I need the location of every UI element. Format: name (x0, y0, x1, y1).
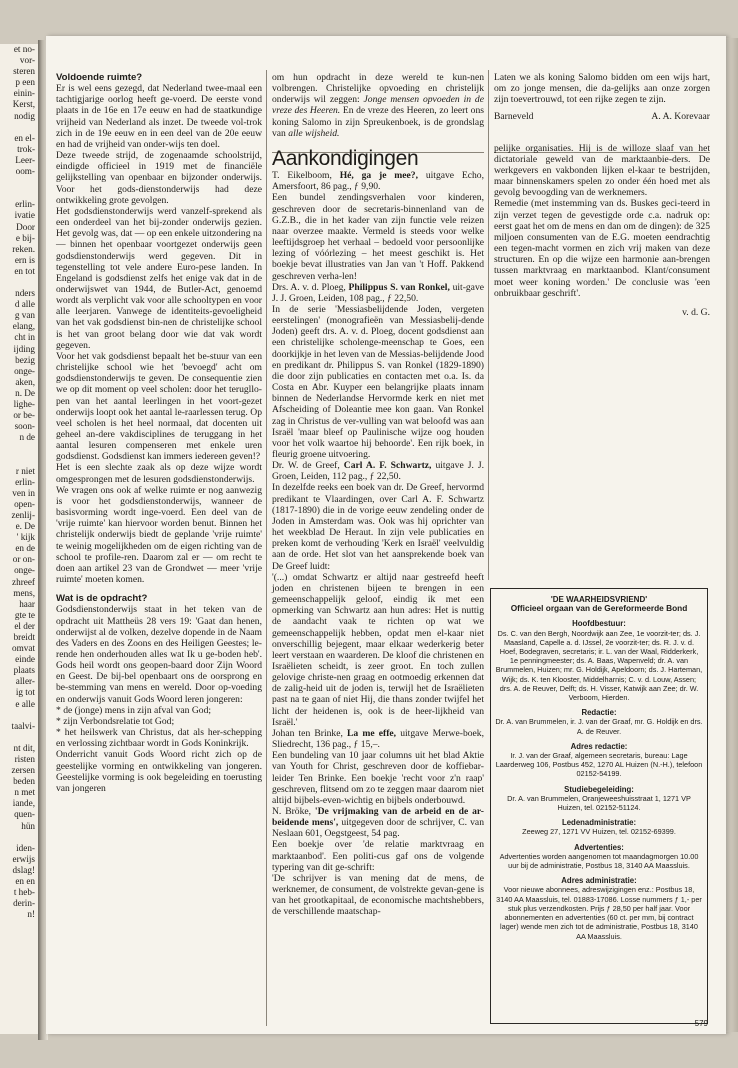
announcement-text: In dezelfde reeks een boek van dr. De Greef, hervormd predikant te Vlaardingen, over Carl A. F. Schwartz (1817-1890) die in de vorige eeuw zendeling onder de Joden in Amsterdam was. Ook was hij oprichter van het weekblad De Heraut. In zijn vele publicaties en preken komt de verhouding 'Kerk en Israël' veelvuldig aan de orde. Het slot van het aansprekende boek van De Greef luidt: (272, 482, 484, 572)
colophon-section-text: Zeeweg 27, 1271 VV Huizen, tel. 02152-69399. (522, 827, 676, 837)
left-fragment-line (0, 188, 38, 199)
left-page-fragment (0, 44, 38, 1034)
left-fragment-line: nders (15, 288, 35, 299)
left-fragment-line: erlin- (15, 476, 35, 487)
left-fragment-line: gte te (14, 609, 35, 620)
left-fragment-line: Kerst, (12, 99, 35, 110)
left-fragment-line: ivatie (14, 210, 35, 221)
colophon-section-heading: Ledenadministratie: (561, 818, 637, 828)
left-fragment-line: Door (16, 221, 35, 232)
left-fragment-line: ' kijk (16, 532, 35, 543)
left-fragment-line: plaats (13, 665, 35, 676)
colophon-section-heading: Adres redactie: (570, 741, 628, 751)
column-divider-2 (488, 70, 489, 580)
author: T. Eikelboom, (272, 170, 332, 182)
left-fragment-line: n met (14, 787, 35, 798)
left-fragment-line: lighe- (13, 399, 35, 409)
left-fragment-line: Leer- (15, 154, 35, 165)
announcement-2 (272, 282, 484, 304)
left-fragment-line (0, 832, 38, 843)
announcement-4 (272, 728, 484, 750)
announcement-text: Een boekje over 'de relatie marktvraag en marktaanbod'. Een politi-cus gaf ons de volgende typering van dit ge-schrift: (272, 839, 484, 873)
publication-info: uitgegeven door de schrijver, C. van Neslaan 601, Oegstgeest, 54 pag. (272, 817, 484, 840)
heading-aankondigingen: Aankondigingen (272, 146, 419, 170)
paragraph: Godsdienstonderwijs staat in het teken van de opdracht uit Mattheüs 28 vers 19: 'Gaat dan henen, onderwijst al de volken, dezelve dopende in de Naam des Vaders en des Zoons en des Heiligen Geestes; le-rende hen onderhouden alles wat Ik u ge-boden heb'. Gods heil wordt ons geopen-baard door Zijn Woord en Geest. De bij-bel openbaart ons de oorsprong en be-stemming van mens en wereld. Door op-voeding en onderwijs vanuit Gods Woord leren jongeren: (56, 604, 262, 705)
left-fragment-line: or on- (12, 554, 35, 565)
left-fragment-line: en el- (14, 132, 35, 143)
left-fragment-line: ern is (14, 254, 35, 265)
left-fragment-line: r niet (15, 465, 35, 476)
left-fragment-line: onge- (14, 565, 35, 576)
left-fragment-line: einin- (13, 88, 35, 99)
paragraph: Voor het vak godsdienst bepaalt het be-stuur van een christelijke school wie het 'bevoegd' acht om godsdienstonderwijs te geven. De consequentie zien we op dit moment op veel scholen: door het terugllo-pen van het aantal leerlingen in het voort-gezet onderwijs loopt ook het aantal le-raarlessen terug. Op veel scholen is het heel normaal, dat docenten uit geheel an-dere vakdisciplines de teruggang in het aantal lesuren compenseren met enkele uren godsdienst. Godsdienst kan immers iedereen geven!? (56, 350, 262, 463)
announcement-5 (272, 806, 484, 839)
left-fragment-line: mens, (13, 587, 35, 598)
left-fragment-line: erlin- (15, 199, 35, 210)
left-fragment-line: steren (13, 66, 35, 77)
column-1 (56, 72, 262, 794)
bullet-item: * de (jonge) mens in zijn afval van God; (56, 704, 212, 716)
publication-info: uitgave Merwe-boek, Sliedrecht, 136 pag., ƒ 15,–. (272, 727, 484, 751)
left-fragment-line: et no- (13, 44, 35, 54)
colophon-box (490, 588, 708, 1024)
signature-place: Barneveld (494, 111, 534, 123)
left-fragment-line: trok- (17, 143, 35, 154)
left-fragment-line: beden (13, 776, 35, 787)
announcement-3 (272, 460, 484, 482)
colophon-section-text: Ds. C. van den Bergh, Noordwijk aan Zee, 1e voorzit-ter; ds. J. Maasland, Capelle a. d. IJssel, 2e voorzit-ter; ds. R. J. v. d. Hoef, Bodegraven, secretaris; ir. L. van der Waal, Ridderkerk, 1e penningmeester; ds. A. Baas, Wapenveld; dr. A. van Brummelen, Huizen; mr. G. Holdijk, Apeldoorn; ds. J. Harteman, Wijk; ds. K. ten Klooster, Middelharnis; C. v. d. Louw, Assen; drs. A. de Reuver, Delft; ds. H. Visser, Katwijk aan Zee; dr. W. Verboom, Hierden. (495, 628, 703, 703)
italic-run: Jonge mensen opvoeden in de vreze des Heeren. (272, 94, 484, 117)
column-divider-1 (266, 70, 267, 1026)
left-fragment-line: hün (21, 820, 35, 831)
column-2 (272, 72, 484, 918)
left-fragment-line: en tot (14, 265, 35, 276)
left-fragment-line: einde (15, 654, 35, 665)
author: Drs. A. v. d. Ploeg, (272, 281, 346, 293)
left-fragment-line: iande, (12, 798, 35, 809)
bullet-item: * zijn Verbondsrelatie tot God; (56, 715, 175, 727)
paragraph: Deze tweede strijd, de zogenaamde schoolstrijd, eindigde officieel in 1919 met de financiële gelijkstelling van openbaar en bijzonder onderwijs. Voor het gods-dienstonderwijs had deze ontwikkeling grote gevolgen. (56, 150, 262, 206)
left-fragment-line: open- (14, 498, 35, 509)
column-3 (494, 72, 710, 318)
left-fragment-line (0, 277, 38, 288)
section-heading-voldoende-ruimte: Voldoende ruimte? (56, 72, 143, 83)
colophon-section-heading: Hoofdbestuur: (572, 619, 626, 629)
paragraph: Het godsdienstonderwijs werd vanzelf-sprekend als een onderdeel van het bij-zonder onderwijs gezien. Het gevolg was, dat — op een enkele uitzondering na — binnen het openbaar voortgezet onderwijs geen godsdienstonderwijs werd gegeven. Dit in tegenstelling tot vele andere Euro-pese landen. In Engeland is godsdienst zelfs het enige vak dat in de onderwijswet van 1944, de Butler-Act, genoemd wordt als verplicht vak voor alle schooltypen en voor alle leerjaren. Vanwege de identiteits-gevoeligheid van het vak godsdienst bin-nen de christelijke school is het van groot belang door wie dat vak wordt gegeven. (56, 205, 262, 351)
colophon-subtitle: Officieel orgaan van de Gereformeerde Bond (510, 603, 688, 614)
announcement-text: 'De schrijver is van mening dat de mens, de werknemer, de consument, de volstrekte gevan-gene is van het grootkapitaal, de economische machtshebbers, de verschillende maatschap- (272, 872, 484, 918)
left-fragment-line: aken, (15, 376, 35, 387)
paragraph: Laten we als koning Salomo bidden om een wijs hart, om zo jonge mensen, die da-gelijks aan onze zorgen zijn toevertrouwd, tot een rijke zegen te zijn. (494, 72, 710, 106)
left-fragment-line: taalvi- (11, 720, 35, 731)
left-fragment-line: d alle (14, 299, 35, 310)
left-fragment-line: breidt (13, 631, 35, 642)
left-fragment-line: risten (14, 754, 35, 764)
left-fragment-line (0, 443, 38, 454)
signature-initials: v. d. G. (682, 306, 710, 318)
signature-name: A. A. Korevaar (651, 111, 710, 123)
book-title: Carl A. F. Schwartz, (343, 460, 432, 472)
signature-line (494, 111, 710, 122)
left-fragment-line: n! (27, 909, 35, 920)
colophon-section-text: Dr. A. van Brummelen, Oranjeweeshuisstraat 1, 1271 VP Huizen, tel. 02152-51124. (507, 793, 691, 813)
colophon-section-text: Voor nieuwe abonnees, adreswijzigingen enz.: Postbus 18, 3140 AA Maassluis, tel. 01883-17086. Losse nummers ƒ 1,- per stuk plus verzendkosten. Prijs ƒ 28,50 per half jaar. Voor abonnementen en advertenties (60 ct. per mm, bij contract lager) wende men zich tot de administratie, Postbus 18, 3140 AA Maassluis. (496, 885, 702, 941)
announcement-quote: '(...) omdat Schwartz er altijd naar gestreefd heeft joden en christenen bijeen te brengen in een gemeenschappelijk geloof, eindig ik met een opmerking van Schwartz aan hun adres: Het is nuttig de aandacht vaak te richten op wat we gemeenschappelijk hebben, opdat men el-kaar niet onverschillig bejegent, maar elkaar wederkerig beter leert verstaan en waarderen. De kloof die christenen en Israëlieten scheidt, is zeer groot. En toch zullen gelovige christe-nen graag en ootmoedig erkennen dat de zalig-heid uit de joden is, terwijl het de Israëlieten past na te gaan of niet Hij, die thans zonder twijfel het licht der heidenen is, ook is de heer-lijkheid van Israël.' (272, 571, 484, 728)
left-fragment-line: iden- (16, 842, 35, 853)
colophon-section-heading: Studiebegeleiding: (564, 784, 634, 794)
left-fragment-line: cht in (14, 332, 35, 343)
left-fragment-line: haar (19, 598, 35, 609)
left-fragment-line: nodig (14, 110, 35, 121)
left-fragment-line: erwijs (12, 853, 35, 864)
colophon-section-text: Ir. J. van der Graaf, algemeen secretaris, bureau: Lage Laarderweg 106, Postbus 452, 1270 AL Huizen (N.-H.), telefoon 02152-54199. (495, 751, 703, 779)
italic-run: alle wijsheid. (288, 127, 340, 139)
publication-info: uit-gave J. J. Groen, Leiden, 108 pag., ƒ 22,50. (272, 281, 484, 304)
announcement-text: Een bundel zendingsverhalen voor kinderen, geschreven door de secretaris-binnenland van de G.Z.B., die in het kader van zijn functie vele reizen naar overzee maakte. Vermeld is steeds voor welke leeftijdsgroep het verhaal – bedoeld voor persoonlijke lezing of vóórlezing – het meest geschikt is. Het boekje bevat illustraties van Jan van 't Hoff. Pakkend geschreven verha-len! (272, 192, 484, 282)
publication-info: uitgave J. J. Groen, Leiden, 112 pag., ƒ 22,50. (272, 460, 485, 483)
left-fragment-line: or be- (13, 410, 35, 421)
left-fragment-line: aller- (15, 676, 35, 687)
author: N. Bröke, (272, 806, 312, 817)
paragraph: Het is een slechte zaak als op deze wijze wordt omgesprongen met de lesuren godsdienstonderwijs. (56, 462, 262, 485)
left-fragment-line: oom- (15, 166, 35, 177)
left-fragment-line: en en (15, 876, 35, 887)
left-fragment-line (0, 454, 38, 465)
left-fragment-line: reken. (12, 243, 35, 254)
text-run: En de vreze des Heeren, zo leert ons koning Salomo in zijn Spreukenboek, is de grondslag van (272, 105, 484, 139)
left-fragment-line: el der (14, 620, 35, 631)
text-run: om hun opdracht in deze wereld te kun-nen volbrengen. Christelijke opvoeding en christelijk onderwijs wil zeggen: (272, 72, 484, 106)
left-fragment-line: derin- (13, 898, 35, 909)
left-fragment-line: ijding (13, 343, 35, 354)
left-fragment-line: vor- (19, 55, 35, 66)
colophon-title: 'DE WAARHEIDSVRIEND' (550, 595, 648, 604)
page (46, 36, 726, 1034)
book-title: Philippus S. van Ronkel, (348, 281, 450, 293)
book-title: 'De vrijmaking van de arbeid en de ar-beidende mens', (272, 806, 484, 829)
colophon-section-heading: Advertenties: (574, 842, 624, 852)
left-fragment-line (0, 732, 38, 743)
paragraph: We vragen ons ook af welke ruimte er nog aanwezig is voor het godsdienstonderwijs, wanneer de basisvorming wordt inge-voerd. Een deel van de 'vrije ruimte' kan hiervoor worden benut. Binnen het christelijk onderwijs biedt de geplande 'vrije ruimte' te weinig mogelijkheden om de eigen richting van de school te profile-ren. Daarom zal er — om recht te doen aan artikel 23 van de Grondwet — meer 'vrije ruimte' moeten komen. (56, 484, 262, 586)
page-number: 579 (694, 1019, 708, 1028)
left-fragment-line: e. De (15, 521, 35, 532)
publication-info: uitgave Echo, Amersfoort, 86 pag., ƒ 9,90. (272, 170, 484, 193)
paragraph: Remedie (met instemming van ds. Buskes geci-teerd in zijn verzet tegen de gevestigde orde c.a. nadruk op: eerst gaat het om de mens en dan om de dingen): de 325 miljoen consumenten van de E.G. moeten eendrachtig een tegen-macht vormen en zich vrij maken van deze structuren. En op die wijze een harmonie aan-brengen tussen marktvraag en marktaanbod. Klant/consument moet weer koning worden.' De conclusie was 'een onbruikbaar geschrift'. (494, 198, 710, 299)
left-fragment-line: ig tot (15, 687, 35, 698)
left-fragment-line: soon- (14, 421, 35, 432)
book-title: Hé, ga je mee?, (339, 170, 418, 182)
paragraph: pelijke organisaties. Hij is de willoze slaaf van het dictatoriale geweld van de marktaanbie-ders. De werkgevers en vakbonden lijken el-kaar te bestrijden, maar binnenskamers spelen zo onder één hoed met als gevolg bevoogding van de werknemers. (494, 142, 710, 199)
left-fragment-line: zenlij- (11, 509, 35, 520)
colophon-section-heading: Adres administratie: (561, 876, 637, 886)
colophon-section-text: Dr. A. van Brummelen, ir. J. van der Graaf, mr. G. Holdijk en drs. A. de Reuver. (495, 717, 703, 736)
left-fragment-line: p een (15, 77, 35, 88)
left-fragment-line: n de (19, 432, 35, 443)
announcement-1 (272, 170, 484, 192)
author: Dr. W. de Greef, (272, 460, 340, 472)
left-fragment-line (0, 122, 38, 133)
left-fragment-line: zersen (11, 765, 35, 776)
left-fragment-line (0, 177, 38, 188)
paragraph: Onderricht vanuit Gods Woord richt zich op de geestelijke vorming en ontwikkeling van jongeren. Geestelijke vorming is ook begeleiding en toerusting van jongeren (56, 749, 262, 794)
left-fragment-line: n. De (15, 387, 35, 398)
colophon-section-text: Advertenties worden aangenomen tot maandagmorgen 10.00 uur bij de administratie, Postbus 18, 3140 AA Maassluis. (499, 851, 699, 871)
announcement-text: In de serie 'Messiasbelijdende Joden, vergeten eerstelingen' (monografieën van Messiasbelij-dende Joden) geeft drs. A. v. d. Ploeg, docent godsdienst aan een christelijke scholenge-meenschap te Goes, een doorkijkje in het leven van de Messias-belijdende Jood en predikant dr. Philippus S. van Ronkel (1829-1890) die door zijn publicaties en contacten met o.a. Is. da Costa en Abr. Kuyper een belangrijke plaats innam binnen de Nederlandse Hervormde kerk en niet met Afscheiding of Doleantie mee kon gaan. Van Ronkel zag in Christus de ver-vulling van wat beloofd was aan Israël 'maar bleef op Paulinische wijze oog houden voor het volk waartoe hij behoorde'. Een rijk boek, in fleurig groene uitvoering. (272, 303, 484, 460)
left-fragment-line: quen- (14, 809, 35, 820)
book-title: La me effe, (347, 727, 397, 739)
left-fragment-line: elang, (12, 321, 35, 332)
page-edge (726, 38, 738, 1032)
left-fragment-line: g van (14, 310, 35, 321)
left-fragment-line: zhreef (12, 576, 35, 587)
left-fragment-line: e alle (15, 698, 35, 709)
left-fragment-line: t heb- (13, 887, 35, 898)
left-fragment-line (0, 710, 38, 721)
section-heading-opdracht: Wat is de opdracht? (56, 593, 148, 605)
left-fragment-line: dslag! (12, 864, 35, 875)
left-fragment-line: ven in (12, 487, 35, 498)
paragraph (272, 72, 484, 139)
announcement-text: Een bundeling van 10 jaar columns uit het blad Aktie van Youth for Christ, geschreven door de koffiebar-leider Ten Brinke. Een boekje 'recht voor z'n raap' geschreven, flitsend om zo te zeggen maar daarom niet altijd bijbels-even-wichtig en bijbels onderbouwd. (272, 750, 484, 806)
left-fragment-line: onge- (14, 365, 35, 376)
colophon-section-heading: Redactie: (581, 708, 617, 718)
left-fragment-line: en de (15, 543, 35, 554)
left-fragment-line: omvat (12, 643, 35, 654)
author: Johan ten Brinke, (272, 727, 343, 739)
left-fragment-line: nt dit, (13, 742, 35, 753)
left-fragment-line: bezig (15, 354, 35, 365)
left-fragment-line: e bij- (15, 232, 35, 243)
paragraph: Er is wel eens gezegd, dat Nederland twee-maal een tachtigjarige oorlog heeft ge-voerd. De eerste vond plaats in de 16e en 17e eeuw en had de staatkundige vrijheid van Nederland als inzet. De tweede vol-trok zich in de 19e eeuw en in een deel van de 20e eeuw en had de vrijheid van onder-wijs ten doel. (56, 83, 262, 150)
bullet-item: * het heilswerk van Christus, dat als her-schepping en verlossing zichtbaar wordt in Gods Koninkrijk. (56, 727, 262, 750)
